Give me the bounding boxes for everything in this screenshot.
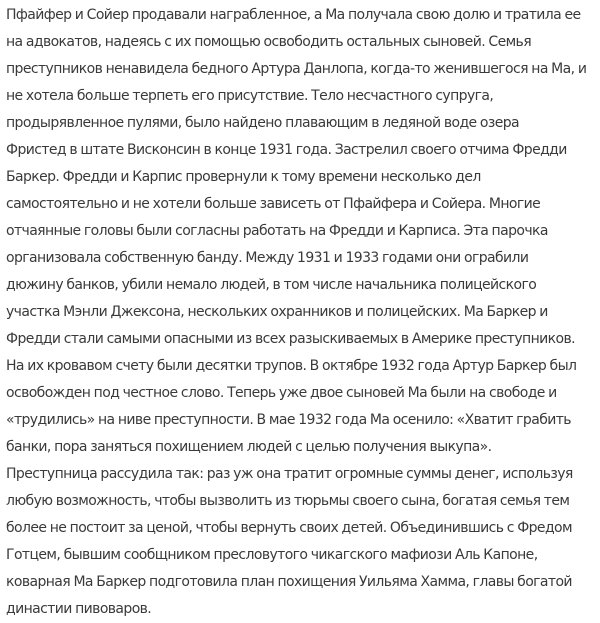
- text-line-19: любую возможность, чтобы вызволить из тюрьмы своего сына, богатая семья тем: [6, 493, 570, 509]
- text-line-20: более не постоит за ценой, чтобы вернуть своих детей. Объединившись с Фредом: [6, 520, 572, 536]
- text-line-17: банки, пора заняться похищением людей с целью получения выкупа».: [6, 439, 492, 455]
- text-line-11: дюжину банков, убили немало людей, в том числе начальника полицейского: [6, 277, 537, 293]
- text-line-1: Пфайфер и Сойер продавали награбленное, а Ма получала свою долю и тратила ее: [6, 7, 581, 23]
- text-line-4: не хотела больше терпеть его присутствие. Тело несчастного супруга,: [6, 88, 494, 104]
- text-line-2: на адвокатов, надеясь с их помощью освободить остальных сыновей. Семья: [6, 34, 532, 50]
- text-line-16: «трудились» на ниве преступности. В мае 1932 года Ма осенило: «Хватит грабить: [6, 412, 571, 428]
- text-line-10: организовала собственную банду. Между 1931 и 1933 годами они ограбили: [6, 250, 529, 266]
- text-line-9: отчаянные головы были согласны работать на Фредди и Карписа. Эта парочка: [6, 223, 548, 239]
- text-line-8: самостоятельно и не хотели больше зависеть от Пфайфера и Сойера. Многие: [6, 196, 541, 212]
- text-line-14: На их кровавом счету были десятки трупов. В октябре 1932 года Артур Баркер был: [6, 358, 577, 374]
- text-line-23: династии пивоваров.: [6, 601, 152, 617]
- text-line-15: освобожден под честное слово. Теперь уже двое сыновей Ма были на свободе и: [6, 385, 557, 401]
- text-line-3: преступников ненавидела бедного Артура Данлопа, когда-то женившегося на Ма, и: [6, 61, 587, 77]
- text-line-6: Фристед в штате Висконсин в конце 1931 года. Застрелил своего отчима Фредди: [6, 142, 567, 158]
- text-line-18: Преступница рассудила так: раз уж она тратит огромные суммы денег, используя: [6, 466, 573, 482]
- text-line-12: участка Мэнли Джексона, нескольких охранников и полицейских. Ма Баркер и: [6, 304, 548, 320]
- text-line-13: Фредди стали самыми опасными из всех разыскиваемых в Америке преступников.: [6, 331, 575, 347]
- text-line-22: коварная Ма Баркер подготовила план похищения Уильяма Хамма, главы богатой: [6, 574, 572, 590]
- text-line-21: Готцем, бывшим сообщником пресловутого чикагского мафиози Аль Капоне,: [6, 547, 538, 563]
- text-line-5: продырявленное пулями, было найдено плавающим в ледяной воде озера: [6, 115, 519, 131]
- text-line-7: Баркер. Фредди и Карпис провернули к тому времени несколько дел: [6, 169, 481, 185]
